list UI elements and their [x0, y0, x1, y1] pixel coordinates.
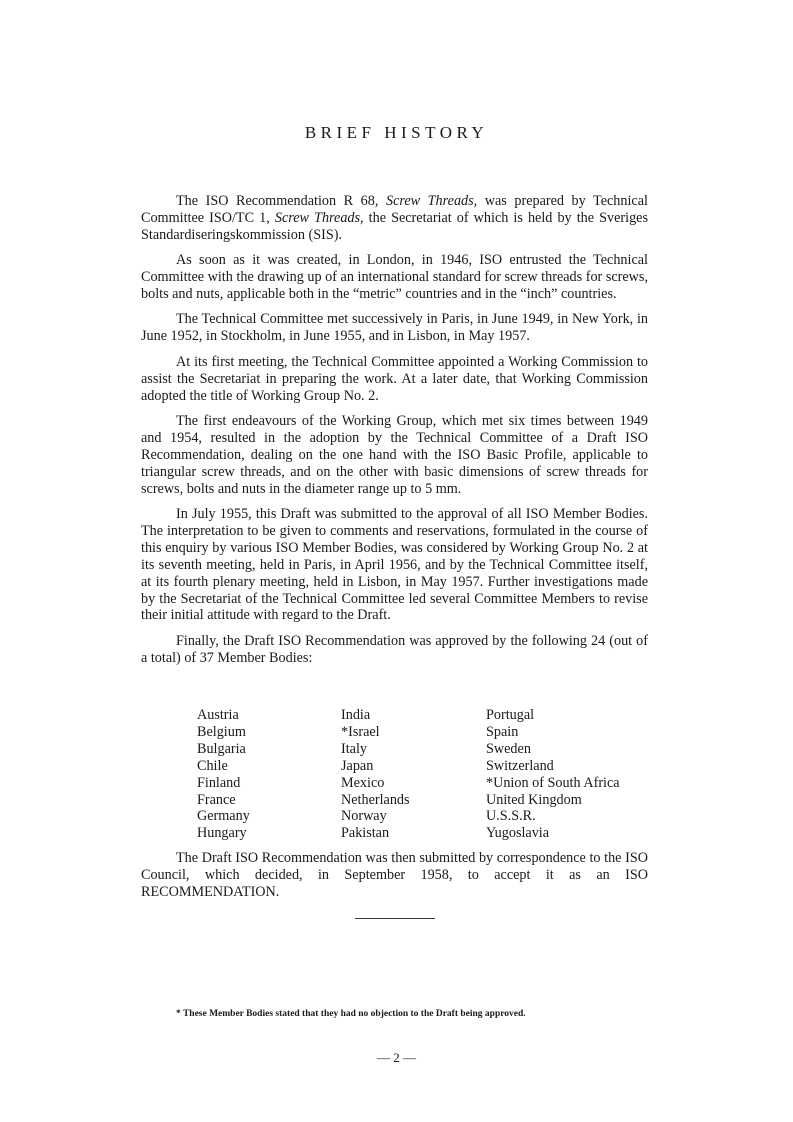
intro-title-italic-2: Screw Threads, [274, 209, 364, 226]
country-column-1 [197, 707, 341, 842]
country-item: Germany [197, 808, 250, 825]
intro-text-a: The ISO Recommendation R 68, [176, 193, 386, 209]
country-item: India [341, 707, 371, 723]
country-item: Norway [341, 808, 387, 825]
country-item: Sweden [486, 740, 531, 757]
country-item: France [197, 791, 236, 808]
country-item: Italy [341, 740, 367, 757]
country-item: Finland [197, 774, 241, 791]
country-item: United Kingdom [486, 791, 582, 808]
country-item: Japan [341, 757, 374, 774]
country-item: U.S.S.R. [486, 808, 536, 825]
intro-text-b: was prepared by Technical Committee ISO/TC 1, [141, 193, 648, 226]
country-item: Netherlands [341, 791, 410, 808]
paragraph-enquiry: In July 1955, this Draft was submitted to the approval of all ISO Member Bodies. The interpretation to be given to comments and reservations, formulated in the course of this enquiry by various ISO Member Bodies, was considered by Working Group No. 2 at its seventh meeting, held in Paris, in April 1956, and by the Technical Committee itself, at its fourth plenary meeting, held in Lisbon, in May 1957. Further investigations made by the Secretariat of the Technical Committee led several Committee Members to revise their initial attitude with regard to the Draft. [141, 506, 648, 624]
country-item: *Union of South Africa [486, 774, 620, 791]
paragraph-endeavours: The first endeavours of the Working Group, which met six times between 1949 and 1954, resulted in the adoption by the Technical Committee of a Draft ISO Recommendation, dealing on the one hand with the ISO Basic Profile, applicable to triangular screw threads, and on the other with basic dimensions of screw threads for screws, bolts and nuts in the diameter range up to 5 mm. [141, 412, 648, 497]
country-item: Switzerland [486, 757, 554, 774]
page-number: — 2 — [377, 1050, 416, 1065]
country-item: Spain [486, 723, 519, 740]
section-divider [355, 918, 435, 919]
paragraph-meetings: The Technical Committee met successively in Paris, in June 1949, in New York, in June 1952, in Stockholm, in June 1955, and in Lisbon, in May 1957. [141, 311, 648, 345]
intro-title-italic-1: Screw Threads, [385, 193, 478, 209]
footnote: * These Member Bodies stated that they had no objection to the Draft being approved. [176, 1009, 526, 1019]
member-bodies-list [197, 707, 657, 842]
paragraph-closing: The Draft ISO Recommendation was then submitted by correspondence to the ISO Council, which decided, in September 1958, to accept it as an ISO RECOMMENDATION. [141, 850, 648, 900]
history-body [141, 193, 648, 675]
country-item: Bulgaria [197, 740, 246, 757]
paragraph-creation: As soon as it was created, in London, in 1946, ISO entrusted the Technical Committee with the drawing up of an international standard for screw threads for screws, bolts and nuts, applicable both in the “metric” countries and in the “inch” countries. [141, 252, 648, 303]
country-item: *Israel [341, 723, 380, 740]
country-item: Belgium [197, 723, 246, 740]
intro-text-c: the Secretariat of which is held by the Sveriges Standardiseringskommission (SIS). [141, 209, 648, 243]
country-item: Yugoslavia [486, 825, 550, 842]
country-item: Chile [197, 757, 228, 774]
country-item: Portugal [486, 707, 535, 723]
country-item: Hungary [197, 825, 247, 842]
paragraph-working-commission: At its first meeting, the Technical Committee appointed a Working Commission to assist the Secretariat in preparing the work. At a later date, that Working Commission adopted the title of Working Group No. 2. [141, 353, 648, 404]
country-item: Pakistan [341, 825, 390, 842]
country-item: Mexico [341, 774, 385, 791]
paragraph-intro [141, 193, 648, 244]
country-column-3 [486, 707, 656, 842]
paragraph-approval: Finally, the Draft ISO Recommendation was approved by the following 24 (out of a total) of 37 Member Bodies: [141, 632, 648, 666]
country-column-2 [341, 707, 486, 842]
country-item: Austria [197, 707, 239, 723]
page-title: BRIEF HISTORY [304, 123, 489, 142]
